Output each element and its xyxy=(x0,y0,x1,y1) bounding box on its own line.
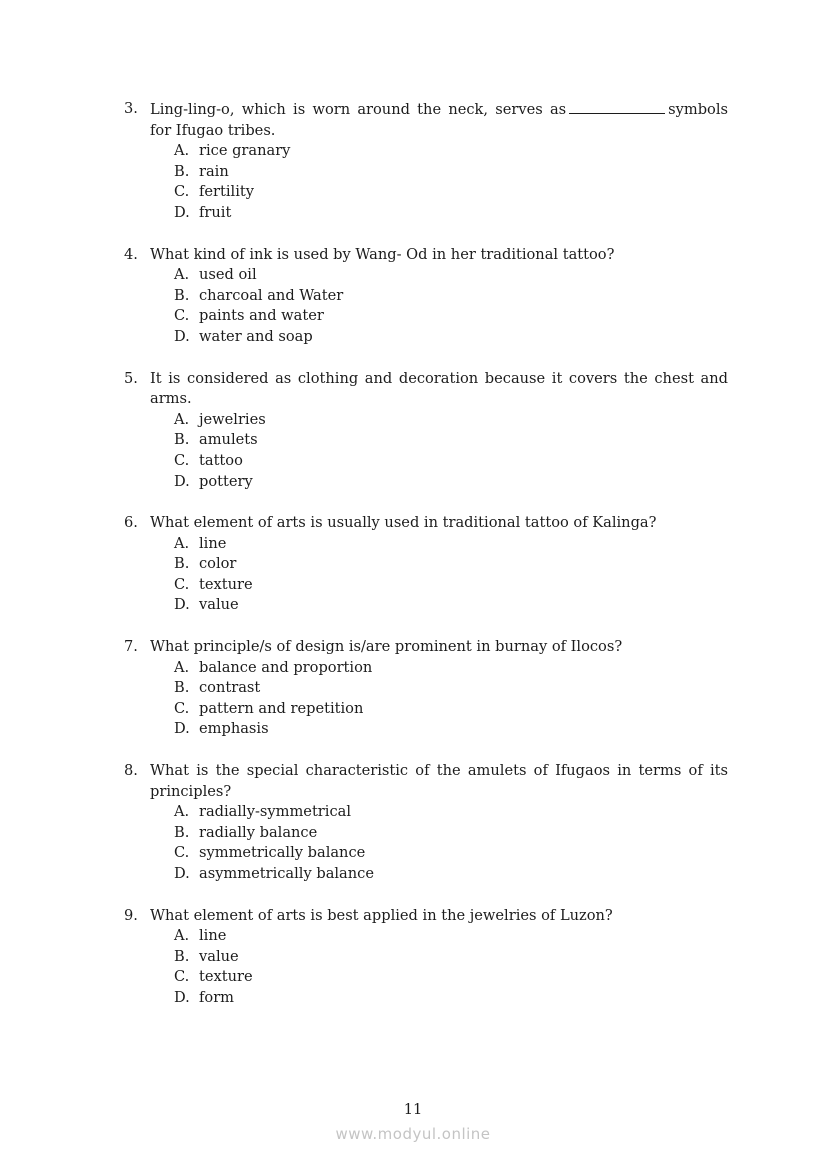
question-number: 9. xyxy=(124,906,138,924)
option-text: used oil xyxy=(199,266,257,284)
option-text: pottery xyxy=(199,472,253,490)
question-item xyxy=(124,637,728,740)
option-item xyxy=(174,843,728,864)
question-text: What element of arts is best applied in the jewelries of Luzon? xyxy=(150,906,613,924)
question-stem xyxy=(124,369,728,410)
option-letter: C. xyxy=(174,699,190,717)
option-text: form xyxy=(199,988,235,1006)
option-letter: D. xyxy=(174,327,190,345)
option-letter: C. xyxy=(174,575,190,593)
option-letter: C. xyxy=(174,844,190,862)
option-item xyxy=(174,719,728,740)
option-list xyxy=(124,926,728,1008)
question-text: What element of arts is usually used in traditional tattoo of Kalinga? xyxy=(150,514,657,532)
option-text: color xyxy=(199,555,237,573)
option-text: radially balance xyxy=(199,823,318,841)
option-letter: D. xyxy=(174,988,190,1006)
option-text: line xyxy=(199,927,227,945)
option-item xyxy=(174,823,728,844)
option-letter: A. xyxy=(174,534,190,552)
option-text: fruit xyxy=(199,203,232,221)
question-stem xyxy=(124,245,728,266)
option-letter: C. xyxy=(174,451,190,469)
option-item xyxy=(174,595,728,616)
option-list xyxy=(124,265,728,347)
option-text: value xyxy=(199,947,239,965)
option-list xyxy=(124,658,728,740)
question-text: What kind of ink is used by Wang- Od in her traditional tattoo? xyxy=(150,245,615,263)
option-text: texture xyxy=(199,968,253,986)
question-stem xyxy=(124,99,728,141)
option-item xyxy=(174,327,728,348)
option-item xyxy=(174,926,728,947)
option-letter: B. xyxy=(174,431,190,449)
question-number: 8. xyxy=(124,762,138,780)
question-item xyxy=(124,513,728,616)
option-item xyxy=(174,967,728,988)
option-letter: A. xyxy=(174,410,190,428)
option-item xyxy=(174,947,728,968)
option-item xyxy=(174,306,728,327)
option-item xyxy=(174,699,728,720)
option-letter: A. xyxy=(174,658,190,676)
option-text: symmetrically balance xyxy=(199,844,366,862)
option-list xyxy=(124,141,728,223)
question-number: 3. xyxy=(124,100,138,117)
page-number: 11 xyxy=(403,1101,423,1118)
option-item xyxy=(174,410,728,431)
option-item xyxy=(174,182,728,203)
option-letter: B. xyxy=(174,555,190,573)
option-item xyxy=(174,864,728,885)
option-letter: D. xyxy=(174,472,190,490)
option-item xyxy=(174,141,728,162)
option-letter: A. xyxy=(174,803,190,821)
option-text: paints and water xyxy=(199,307,324,325)
option-text: contrast xyxy=(199,679,261,697)
option-text: water and soap xyxy=(199,327,313,345)
option-text: rice granary xyxy=(199,142,291,160)
option-text: amulets xyxy=(199,431,258,449)
question-item xyxy=(124,906,728,1009)
option-letter: C. xyxy=(174,968,190,986)
question-text xyxy=(150,99,728,141)
option-item xyxy=(174,678,728,699)
option-text: balance and proportion xyxy=(199,658,373,676)
option-letter: B. xyxy=(174,823,190,841)
option-letter: D. xyxy=(174,865,190,882)
question-text-after: symbols for Ifugao tribes. xyxy=(150,101,728,139)
question-number: 5. xyxy=(124,369,138,387)
option-item xyxy=(174,554,728,575)
option-item xyxy=(174,802,728,823)
option-list xyxy=(124,534,728,616)
option-text: tattoo xyxy=(199,451,243,469)
option-list xyxy=(124,410,728,492)
option-text: radially-symmetrical xyxy=(199,803,351,821)
option-item xyxy=(174,286,728,307)
question-list xyxy=(124,99,728,1030)
question-text: What principle/s of design is/are prominent in burnay of Ilocos? xyxy=(150,638,623,656)
option-text: pattern and repetition xyxy=(199,699,364,717)
question-number: 4. xyxy=(124,245,138,263)
question-text: What is the special characteristic of the amulets of Ifugaos in terms of its principles? xyxy=(150,762,728,800)
option-item xyxy=(174,451,728,472)
option-letter: A. xyxy=(174,142,190,160)
answer-blank xyxy=(569,99,665,114)
question-item xyxy=(124,99,728,224)
option-letter: B. xyxy=(174,679,190,697)
question-stem xyxy=(124,513,728,534)
option-letter: D. xyxy=(174,720,190,738)
option-item xyxy=(174,575,728,596)
option-text: jewelries xyxy=(199,410,266,428)
question-number: 7. xyxy=(124,638,138,656)
question-text: It is considered as clothing and decoration because it covers the chest and arms. xyxy=(150,369,728,408)
question-stem xyxy=(124,906,728,927)
question-stem xyxy=(124,637,728,658)
option-text: asymmetrically balance xyxy=(199,865,374,882)
option-item xyxy=(174,265,728,286)
option-letter: C. xyxy=(174,307,190,325)
question-item xyxy=(124,761,728,885)
option-text: charcoal and Water xyxy=(199,286,344,304)
option-text: line xyxy=(199,534,227,552)
option-item xyxy=(174,162,728,183)
option-letter: A. xyxy=(174,266,190,284)
question-text-before: Ling-ling-o, which is worn around the neck, serves as xyxy=(150,101,567,118)
question-number: 6. xyxy=(124,514,138,532)
option-item xyxy=(174,430,728,451)
option-list xyxy=(124,802,728,884)
question-stem xyxy=(124,761,728,802)
question-item xyxy=(124,369,728,493)
option-letter: C. xyxy=(174,183,190,201)
option-text: emphasis xyxy=(199,720,269,738)
option-text: rain xyxy=(199,162,229,180)
option-item xyxy=(174,472,728,493)
option-item xyxy=(174,534,728,555)
option-text: fertility xyxy=(199,183,254,201)
option-item xyxy=(174,988,728,1009)
watermark: www.modyul.online xyxy=(335,1125,491,1143)
option-letter: D. xyxy=(174,203,190,221)
option-text: texture xyxy=(199,575,253,593)
option-text: value xyxy=(199,596,239,614)
option-letter: B. xyxy=(174,162,190,180)
option-letter: B. xyxy=(174,947,190,965)
option-letter: B. xyxy=(174,286,190,304)
option-letter: D. xyxy=(174,596,190,614)
option-letter: A. xyxy=(174,927,190,945)
option-item xyxy=(174,658,728,679)
option-item xyxy=(174,203,728,224)
question-item xyxy=(124,245,728,348)
